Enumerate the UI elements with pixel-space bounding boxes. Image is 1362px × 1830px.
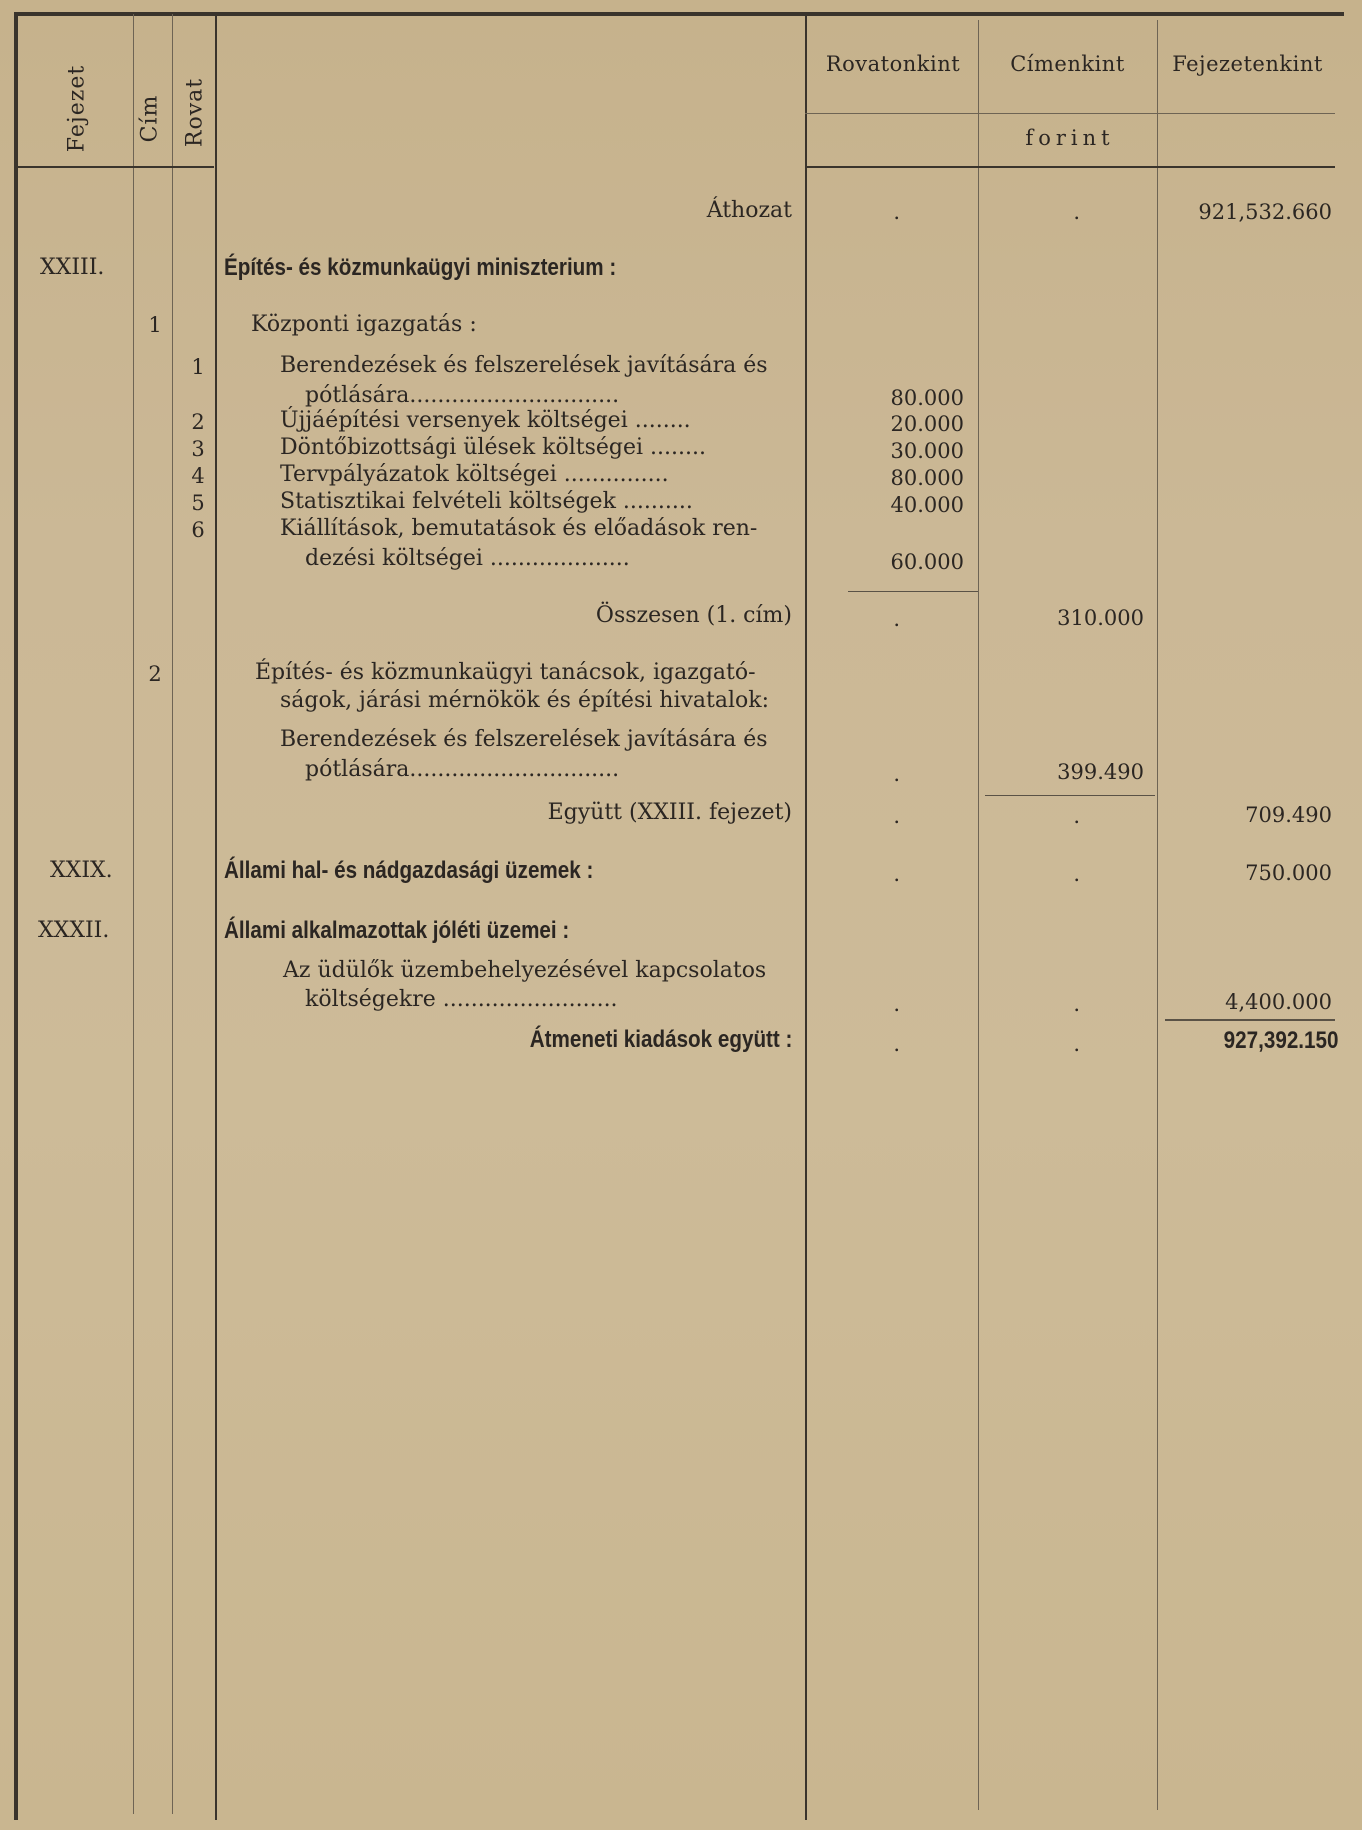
title-1-name: Központi igazgatás : [251,312,477,337]
chapter-23-total-rovat: . [893,804,900,828]
chapter-29-rovat: . [893,862,900,886]
title-2-name-line1: Építés- és közmunkaügyi tanácsok, igazgató- [255,660,756,685]
item-3-line1: Döntőbizottsági ülések költségei ........ [280,435,706,460]
item-1-amount: 80.000 [890,386,964,410]
grand-total-fejezet: 927,392.150 [1223,1027,1338,1054]
grand-total-label: Átmeneti kiadások együtt : [529,1026,792,1053]
header-rovat: Rovat [182,77,208,148]
chapter-23-total-fejezet: 709.490 [1245,803,1332,827]
chapter-23-total-label: Együtt (XXIII. fejezet) [547,800,792,825]
title-2-cim: 399.490 [1057,760,1144,784]
item-4-amount: 80.000 [890,466,964,490]
item-1-line1: Berendezések és felszerelések javítására és [280,353,768,378]
header-subrule [805,113,1335,114]
item-3-amount: 30.000 [890,439,964,463]
header-cimenkint: Címenkint [1010,52,1125,76]
item-4-index: 4 [191,464,205,488]
chapter-29-fejezet: 750.000 [1245,861,1332,885]
chapter-32-title: Állami alkalmazottak jóléti üzemei : [224,917,570,944]
item-2-line1: Újjáépítési versenyek költségei ........ [280,408,691,433]
chapter-23-title: Építés- és közmunkaügyi miniszterium : [224,254,617,281]
carry-label: Áthozat [706,198,792,223]
col-rule-1 [133,14,134,1814]
header-rovatonkint: Rovatonkint [825,52,961,76]
title-1-total-cim: 310.000 [1057,606,1144,630]
item-5-index: 5 [191,491,205,515]
col-rule-3 [215,14,217,1820]
carry-cim: . [1073,200,1080,224]
item-1-line2: pótlására.............................. [305,383,620,408]
grand-total-cim: . [1073,1032,1080,1056]
item-5-amount: 40.000 [890,493,964,517]
title-2-rovat: . [893,762,900,786]
item-6-amount: 60.000 [890,550,964,574]
chapter-29-number: XXIX. [50,858,113,883]
chapter-29-title: Állami hal- és nádgazdasági üzemek : [224,857,594,884]
col-rule-4 [805,14,807,1820]
item-3-index: 3 [191,437,205,461]
chapter-23-number: XXIII. [40,255,105,280]
header-rule-right [805,166,1335,168]
title-2-item-line2: pótlására.............................. [305,757,620,782]
col-rule-2 [172,14,173,1814]
left-border [14,14,18,1820]
header-unit: forint [1025,126,1115,150]
chapter-32-fejezet: 4,400.000 [1225,990,1332,1014]
chapter-32-item-line1: Az üdülők üzembehelyezésével kapcsolatos [283,958,767,983]
header-fejezet: Fejezet [64,64,90,153]
chapter-29-cim: . [1073,862,1080,886]
chapter-32-cim: . [1073,992,1080,1016]
header-fejezetenkint: Fejezetenkint [1172,52,1323,76]
title-2-name-line2: ságok, járási mérnökök és építési hivatalok: [280,688,770,713]
title-1-total-label: Összesen (1. cím) [595,603,792,628]
title-1-total-rovat: . [893,607,900,631]
col-rule-5 [978,20,979,1810]
chapter-32-number: XXXII. [38,918,110,943]
grand-total-rovat: . [893,1032,900,1056]
item-5-line1: Statisztikai felvételi költségek .......... [280,489,693,514]
item-6-index: 6 [191,518,205,542]
header-cim: Cím [137,94,163,143]
item-6-line1: Kiállítások, bemutatások és előadások ren- [280,516,758,541]
title-1-number: 1 [148,313,162,337]
subtotal-rule-2 [985,795,1155,796]
chapter-23-total-cim: . [1073,804,1080,828]
item-2-amount: 20.000 [890,412,964,436]
title-2-number: 2 [148,662,162,686]
chapter-32-item-line2: költségekre ......................... [305,987,618,1012]
subtotal-rule-1 [848,591,978,592]
item-1-index: 1 [191,355,205,379]
chapter-32-rovat: . [893,992,900,1016]
item-6-line2: dezési költségei .................... [305,546,630,571]
header-rule-left [14,166,214,168]
col-rule-6 [1157,20,1158,1810]
carry-rovat: . [893,200,900,224]
grand-total-rule [1165,1019,1335,1021]
title-2-item-line1: Berendezések és felszerelések javítására és [280,727,768,752]
carry-fejezet: 921,532.660 [1198,200,1332,224]
item-2-index: 2 [191,410,205,434]
item-4-line1: Tervpályázatok költségei ............... [280,462,669,487]
top-border [14,12,1344,16]
